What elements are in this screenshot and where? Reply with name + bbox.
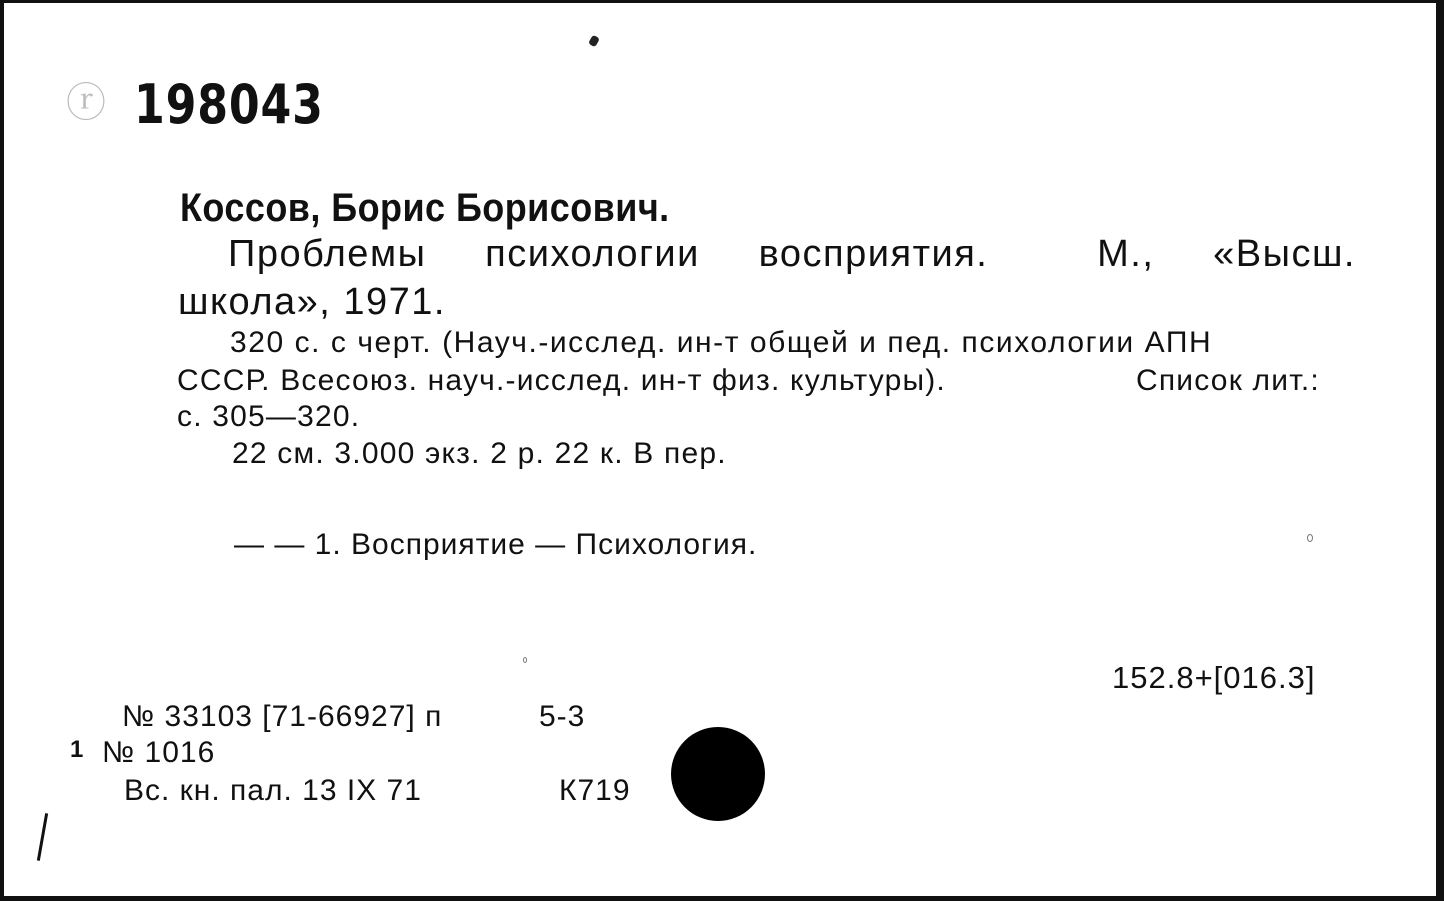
title-line-2: школа», 1971. — [178, 281, 446, 323]
counter-prefix: 1 — [70, 736, 85, 763]
catalog-code: К719 — [559, 774, 631, 807]
faint-stamp-mark: ⓡ — [66, 80, 106, 126]
classification-code: 152.8+[016.3] — [1112, 660, 1316, 695]
physical-description-line-1: 320 с. с черт. (Науч.-исслед. ин-т общей и пед. психологии АПН — [230, 326, 1213, 359]
physical-description-line-2: СССР. Всесоюз. науч.-исслед. ин-т физ. культуры). — [177, 364, 946, 397]
title-word: психологии — [485, 233, 700, 275]
order-number: № 1016 — [102, 736, 216, 769]
registration-number: № 33103 [71-66927] п — [122, 700, 443, 733]
ink-mark — [588, 35, 600, 48]
speck — [523, 657, 527, 663]
bibliography-note: Список лит.: — [1136, 364, 1320, 397]
subject-heading: — — 1. Восприятие — Психология. — [234, 528, 758, 561]
physical-description-line-3: с. 305—320. — [177, 400, 361, 433]
title-line-1 — [228, 233, 1356, 276]
handwritten-inventory-number: 198043 — [134, 73, 324, 136]
title-word: Проблемы — [228, 233, 427, 275]
punch-hole — [671, 727, 765, 821]
speck — [1307, 534, 1313, 542]
publisher-place: М., — [1097, 233, 1155, 275]
title-word: восприятия. — [758, 233, 989, 275]
publisher-name: «Высш. — [1213, 233, 1356, 275]
registration-code: 5-3 — [539, 700, 586, 733]
pencil-mark — [37, 813, 48, 861]
size-copies-price: 22 см. 3.000 экз. 2 р. 22 к. В пер. — [232, 437, 727, 470]
author-heading: Коссов, Борис Борисович. — [180, 186, 670, 230]
chamber-stamp-date: Вс. кн. пал. 13 IX 71 — [124, 774, 422, 807]
